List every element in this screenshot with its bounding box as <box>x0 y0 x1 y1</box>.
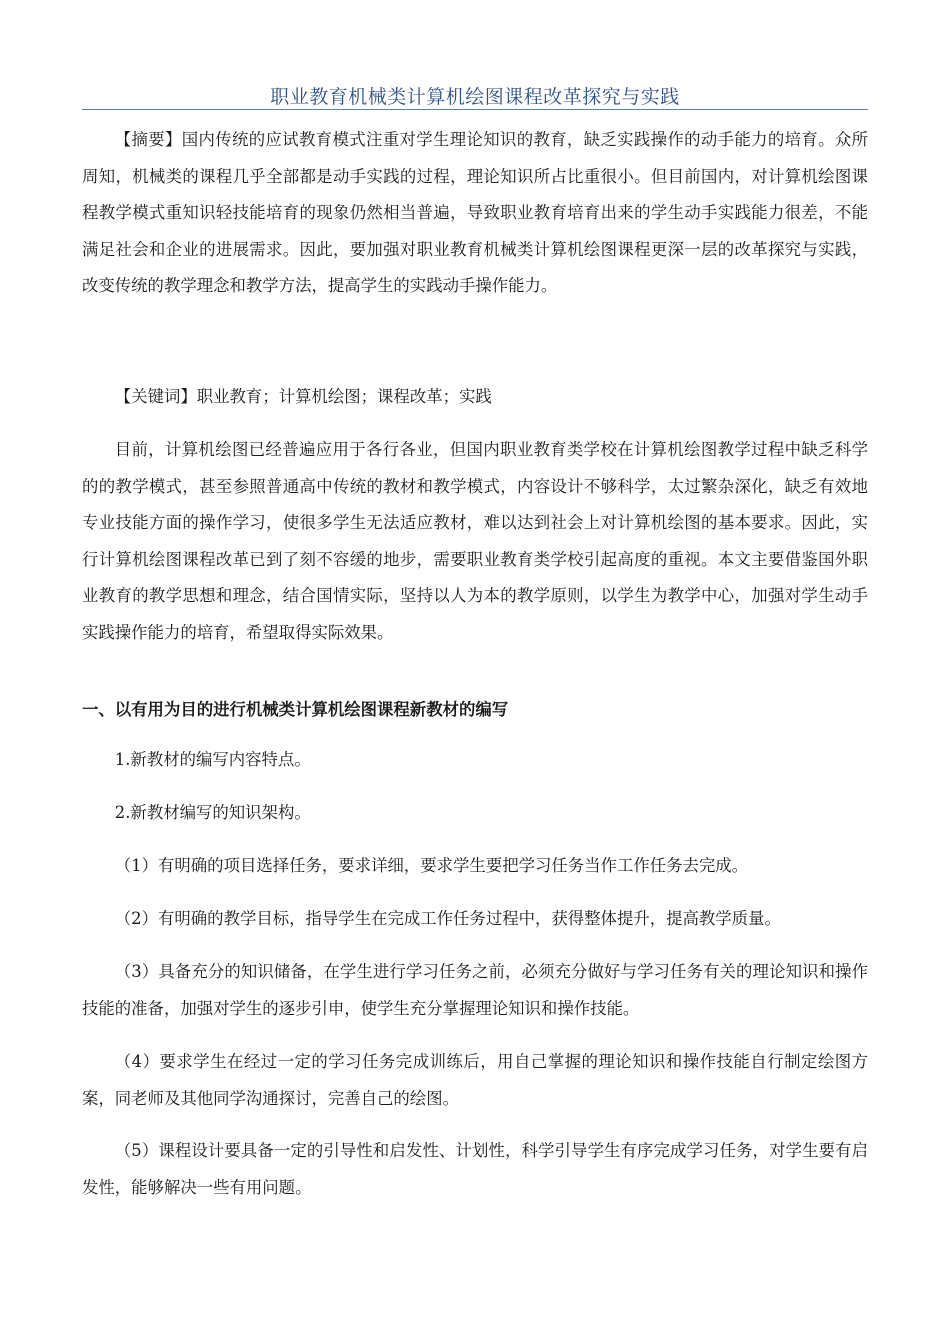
section-heading: 一、以有用为目的进行机械类计算机绘图课程新教材的编写 <box>82 700 509 719</box>
keywords-paragraph: 【关键词】职业教育；计算机绘图；课程改革；实践 <box>114 387 492 406</box>
list-item: （1）有明确的项目选择任务，要求详细，要求学生要把学习任务当作工作任务去完成。 <box>114 856 749 875</box>
abstract-paragraph: 【摘要】国内传统的应试教育模式注重对学生理论知识的教育，缺乏实践操作的动手能力的培育。众所周知，机械类的课程几乎全部都是动手实践的过程，理论知识所占比重很小。但目前国内，对计算机绘图课程教学模式重知识轻技能培育的现象仍然相当普遍，导致职业教育培育出来的学生动手实践能力很差，不能满足社会和企业的进展需求。因此，要加强对职业教育机械类计算机绘图课程更深一层的改革探究与实践，改变传统的教学理念和教学方法，提高学生的实践动手操作能力。 <box>82 130 868 295</box>
list-item: （4）要求学生在经过一定的学习任务完成训练后，用自己掌握的理论知识和操作技能自行制定绘图方案，同老师及其他同学沟通探讨，完善自己的绘图。 <box>82 1052 868 1108</box>
list-item: 1.新教材的编写内容特点。 <box>114 750 311 769</box>
list-item: （3）具备充分的知识储备，在学生进行学习任务之前，必须充分做好与学习任务有关的理论知识和操作技能的准备，加强对学生的逐步引申，使学生充分掌握理论知识和操作技能。 <box>82 962 868 1018</box>
list-item: 2.新教材编写的知识架构。 <box>114 803 311 822</box>
list-item: （2）有明确的教学目标，指导学生在完成工作任务过程中，获得整体提升，提高教学质量。 <box>114 909 781 928</box>
intro-paragraph: 目前，计算机绘图已经普遍应用于各行各业，但国内职业教育类学校在计算机绘图教学过程中缺乏科学的的教学模式，甚至参照普通高中传统的教材和教学模式，内容设计不够科学，太过繁杂深化，缺乏有效地专业技能方面的操作学习，使很多学生无法适应教材，难以达到社会上对计算机绘图的基本要求。因此，实行计算机绘图课程改革已到了刻不容缓的地步，需要职业教育类学校引起高度的重视。本文主要借鉴国外职业教育的教学思想和理念，结合国情实际，坚持以人为本的教学原则，以学生为教学中心，加强对学生动手实践操作能力的培育，希望取得实际效果。 <box>82 440 868 642</box>
page-title: 职业教育机械类计算机绘图课程改革探究与实践 <box>270 86 680 108</box>
header-rule <box>82 109 868 110</box>
list-item: （5）课程设计要具备一定的引导性和启发性、计划性，科学引导学生有序完成学习任务，对学生要有启发性，能够解决一些有用问题。 <box>82 1141 868 1197</box>
